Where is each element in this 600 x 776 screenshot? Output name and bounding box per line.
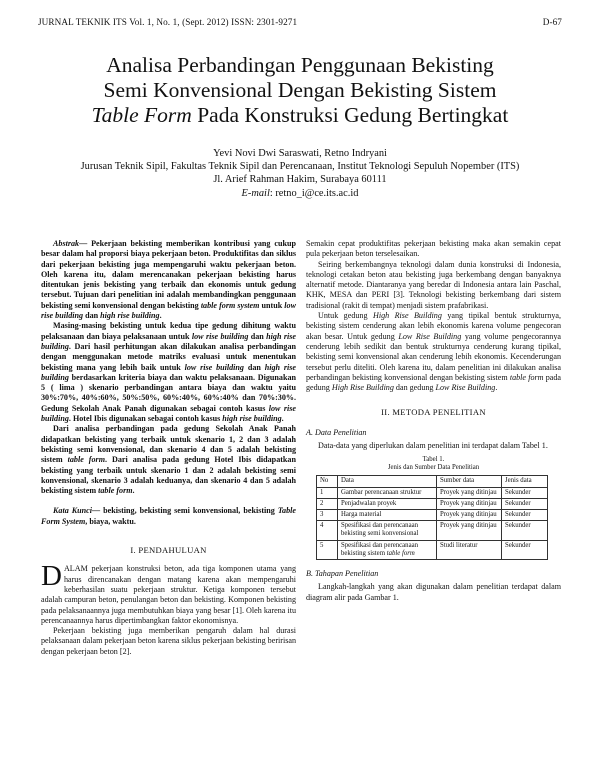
text: ALAM pekerjaan konstruksi beton, ada tiga komponen utama yang harus direncanakan dengan matang karena akan mempengaruhi keberhasilan suatu pekerjaan struktur. Ketiga komponen tersebut adalah campuran beton, penulangan beton dan bekisting. Komponen bekisting pada pelaksanaannya juga membutuhkan biaya yang besar [1]. Oleh karena itu perencanaannya harus dipertimbangkan faktor ekonomisnya. (41, 564, 296, 625)
table-cell: Proyek yang ditinjau (437, 509, 502, 520)
text: . (159, 311, 162, 321)
page-number: D-67 (542, 17, 562, 27)
data-table (316, 475, 548, 560)
table-cell: Proyek yang ditinjau (437, 498, 502, 509)
title-line-1: Analisa Perbandingan Penggunaan Bekisting (106, 53, 494, 77)
table-row (317, 521, 548, 540)
author-block (30, 147, 570, 200)
text: . (495, 383, 498, 393)
table-cell: Sekunder (502, 487, 548, 498)
title-line-3-rest: Pada Konstruksi Gedung Bertingkat (191, 103, 509, 127)
intro-paragraph-2: Pekerjaan bekisting juga memberikan pengaruh dalam hal durasi pelaksanaan dalam pekerjaan beton karena siklus pekerjaan bekisting beririsan dengan pekerjaan beton [2]. (41, 626, 296, 656)
text: . (281, 414, 284, 424)
text: — Pekerjaan bekisting memberikan kontribusi yang cukup besar dalam hal proporsi biaya pekerjaan beton. Produktifitas dan siklus dari pekerjaan bekisting juga mempengaruhi waktu pekerjaan beton. Oleh karena itu, dalam merencanakan pekerjaan bekisting harus ditentukan jenis bekisting yang terbaik dan ekonomis untuk gedung tersebut. Tujuan dari penelitian ini adalah membandingkan penggunaan bekisting semi konvensional dengan bekisting (41, 239, 296, 310)
email-label: E-mail (241, 187, 270, 199)
text: high rise building (100, 311, 160, 321)
subsection-a-heading: A. Data Penelitian (306, 427, 367, 437)
text: high rise building (222, 414, 282, 424)
subsection-b-heading: B. Tahapan Penelitian (306, 568, 379, 578)
table-cell: Sekunder (502, 509, 548, 520)
text: — bekisting, bekisting semi konvensional, bekisting (92, 506, 278, 516)
table-row (317, 509, 548, 520)
table-cell: 5 (317, 540, 338, 559)
section-heading-methods: II. METODA PENELITIAN (381, 407, 486, 418)
text: Low Rise Building (398, 331, 462, 341)
table-cell: Spesifikasi dan perencanaan bekisting semi konvensional (338, 521, 437, 540)
text: High Rise Building (331, 383, 394, 393)
journal-info: JURNAL TEKNIK ITS Vol. 1, No. 1, (Sept. 2012) ISSN: 2301-9271 (38, 17, 298, 27)
table-cell (338, 540, 437, 559)
title-line-3 (30, 103, 570, 128)
text: dan (243, 362, 265, 372)
text: Dari analisa perbandingan pada gedung Sekolah Anak Panah didapatkan bekisting yang terbaik untuk skenario 1, 2 dan 3 adalah bekisting semi konvensional, dan skenario 4 dan 5 adalah bekisting sistem (41, 424, 296, 465)
text: low rise building (41, 300, 296, 321)
text: table form (386, 549, 415, 557)
text: table form (67, 455, 105, 465)
author-affiliation: Jurusan Teknik Sipil, Fakultas Teknik Sipil dan Perencanaan, Institut Teknologi Sepuluh Nopember (ITS) (80, 161, 520, 173)
author-email (30, 187, 570, 200)
table-row (317, 498, 548, 509)
text: table form (509, 372, 544, 382)
text: Table Form System (41, 506, 296, 526)
table-cell: 3 (317, 509, 338, 520)
text: yang volume pengecorannya cenderung lebih sedikit dan bentuk strukturnya cenderung kurang tipikal, bekisting semi konvensional akan cenderung lebih ekonomis. Kecenderungan tersebut perlu diteliti. Oleh karena itu, dalam penelitian ini dilakukan analisa perbandingan bekisting konvensional dengan bekisting sistem (306, 331, 561, 382)
text: low rise building (41, 403, 296, 424)
text: untuk (259, 300, 285, 310)
text: high rise building (41, 362, 296, 382)
author-names: Yevi Novi Dwi Saraswati, Retno Indryani (213, 148, 387, 159)
table-header-cell: No (317, 476, 338, 487)
text: low rise building (191, 331, 249, 341)
intro-paragraph-1 (41, 560, 296, 626)
table-row (317, 540, 548, 559)
table-header-cell: Sumber data (437, 476, 502, 487)
text: . (132, 486, 135, 496)
text: high rise building (41, 331, 296, 351)
table-header-cell: Jenis data (502, 476, 548, 487)
abstract-label: Abstrak (53, 239, 80, 248)
text: dan gedung (393, 383, 436, 393)
section-heading-introduction: I. PENDAHULUAN (130, 545, 207, 556)
right-column (306, 239, 561, 603)
subsection-b-text: Langkah-langkah yang akan digunakan dalam penelitian terdapat dalam diagram alir pada Gambar 1. (306, 582, 561, 602)
table-caption-number: Tabel 1. (422, 456, 445, 464)
text: Untuk gedung (318, 311, 373, 321)
table-cell: Gambar perencanaan struktur (338, 487, 437, 498)
keywords (41, 506, 296, 527)
table-row (317, 487, 548, 498)
text: dan (248, 331, 267, 341)
text: pada gedung (306, 372, 561, 393)
text: . Dari hasil perhitungan akan dilakukan analisa perbandingan dengan menggunakan metode matriks evaluasi untuk menentukan bekisting mana yang lebih baik untuk (41, 341, 296, 372)
drop-cap: D (41, 560, 62, 593)
text: . Hotel Ibis digunakan sebagai contoh kasus (68, 414, 223, 424)
table-cell: Proyek yang ditinjau (437, 521, 502, 540)
abstract-paragraph-2 (41, 321, 296, 424)
text: , biaya, waktu. (85, 516, 136, 526)
title-italic: Table Form (91, 103, 192, 127)
table-cell: Studi literatur (437, 540, 502, 559)
table-header-cell: Data (338, 476, 437, 487)
table-cell: Harga material (338, 509, 437, 520)
right-paragraph-2: Seiring berkembangnya teknologi dalam dunia konstruksi di Indonesia, teknologi cetakan beton atau bekisting juga berkembang dengan banyaknya alternatif metode. Diantaranya yang beredar di Indonesia antara lain Paschal, KHK, MESA dan PERI [3]. Teknologi bekisting berkembang dari sistem tradisional (rakit di tempat) menjadi sistem prafabrikasi. (306, 259, 561, 310)
abstract-paragraph-3 (41, 424, 296, 496)
abstract-paragraph-1 (41, 239, 296, 321)
running-header (38, 17, 562, 29)
table-cell: 2 (317, 498, 338, 509)
table-cell: Sekunder (502, 498, 548, 509)
text: low rise building (184, 362, 244, 372)
text: dan (83, 311, 101, 321)
table-cell: 4 (317, 521, 338, 540)
table-cell: Proyek yang ditinjau (437, 487, 502, 498)
text: berdasarkan kriteria biaya dan waktu pelaksanaan. Digunakan 5 ( lima ) skenario perbandingan antara biaya dan waktu yaitu 30%:70%, 40%:60%, 50%:50%, 60%:40%, 60%:40% dan 70%:30%. Gedung Sekolah Anak Panah digunakan sebagai contoh kasus (41, 372, 296, 413)
right-paragraph-3 (306, 311, 561, 393)
table-cell: Sekunder (502, 521, 548, 540)
text: Masing-masing bekisting untuk kedua tipe gedung dihitung waktu pelaksanaan dan biaya pelaksanaan untuk (41, 321, 296, 341)
text: table form system (200, 300, 260, 310)
email-value[interactable]: : retno_i@ce.its.ac.id (269, 187, 359, 199)
paper-title (30, 53, 570, 128)
table-header-row (317, 476, 548, 487)
text: Low Rise Building (435, 383, 496, 393)
text: table form (98, 486, 133, 496)
left-column (41, 239, 296, 657)
right-paragraph-1: Semakin cepat produktifitas pekerjaan bekisting maka akan semakin cepat pula pekerjaan beton terselesaikan. (306, 239, 561, 259)
table-cell: 1 (317, 487, 338, 498)
text: . Dari analisa pada gedung Hotel Ibis didapatkan bekisting yang terbaik untuk skenario 1 dan 2 adalah bekisting semi konvensional, skenario 3 adalah keduanya, dan skenario 4 dan 5 adalah bekisting sistem (41, 455, 296, 496)
text: yang tipikal bentuk strukturnya, bekisting sistem cenderung akan lebih ekonomis karena volume pengecoran akan besar. Untuk gedung (306, 311, 562, 341)
subsection-a-text: Data-data yang diperlukan dalam penelitian ini terdapat dalam Tabel 1. (318, 441, 548, 451)
author-address: Jl. Arief Rahman Hakim, Surabaya 60111 (213, 174, 387, 186)
table-cell: Penjadwalan proyek (338, 498, 437, 509)
text: High Rise Building (372, 311, 442, 321)
title-line-2: Semi Konvensional Dengan Bekisting Sistem (103, 78, 497, 102)
table-caption-title: Jenis dan Sumber Data Penelitian (387, 464, 480, 472)
keywords-label: Kata Kunci (53, 506, 92, 516)
table-cell: Sekunder (502, 540, 548, 559)
text: Spesifikasi dan perencanaan bekisting sistem (341, 541, 418, 557)
